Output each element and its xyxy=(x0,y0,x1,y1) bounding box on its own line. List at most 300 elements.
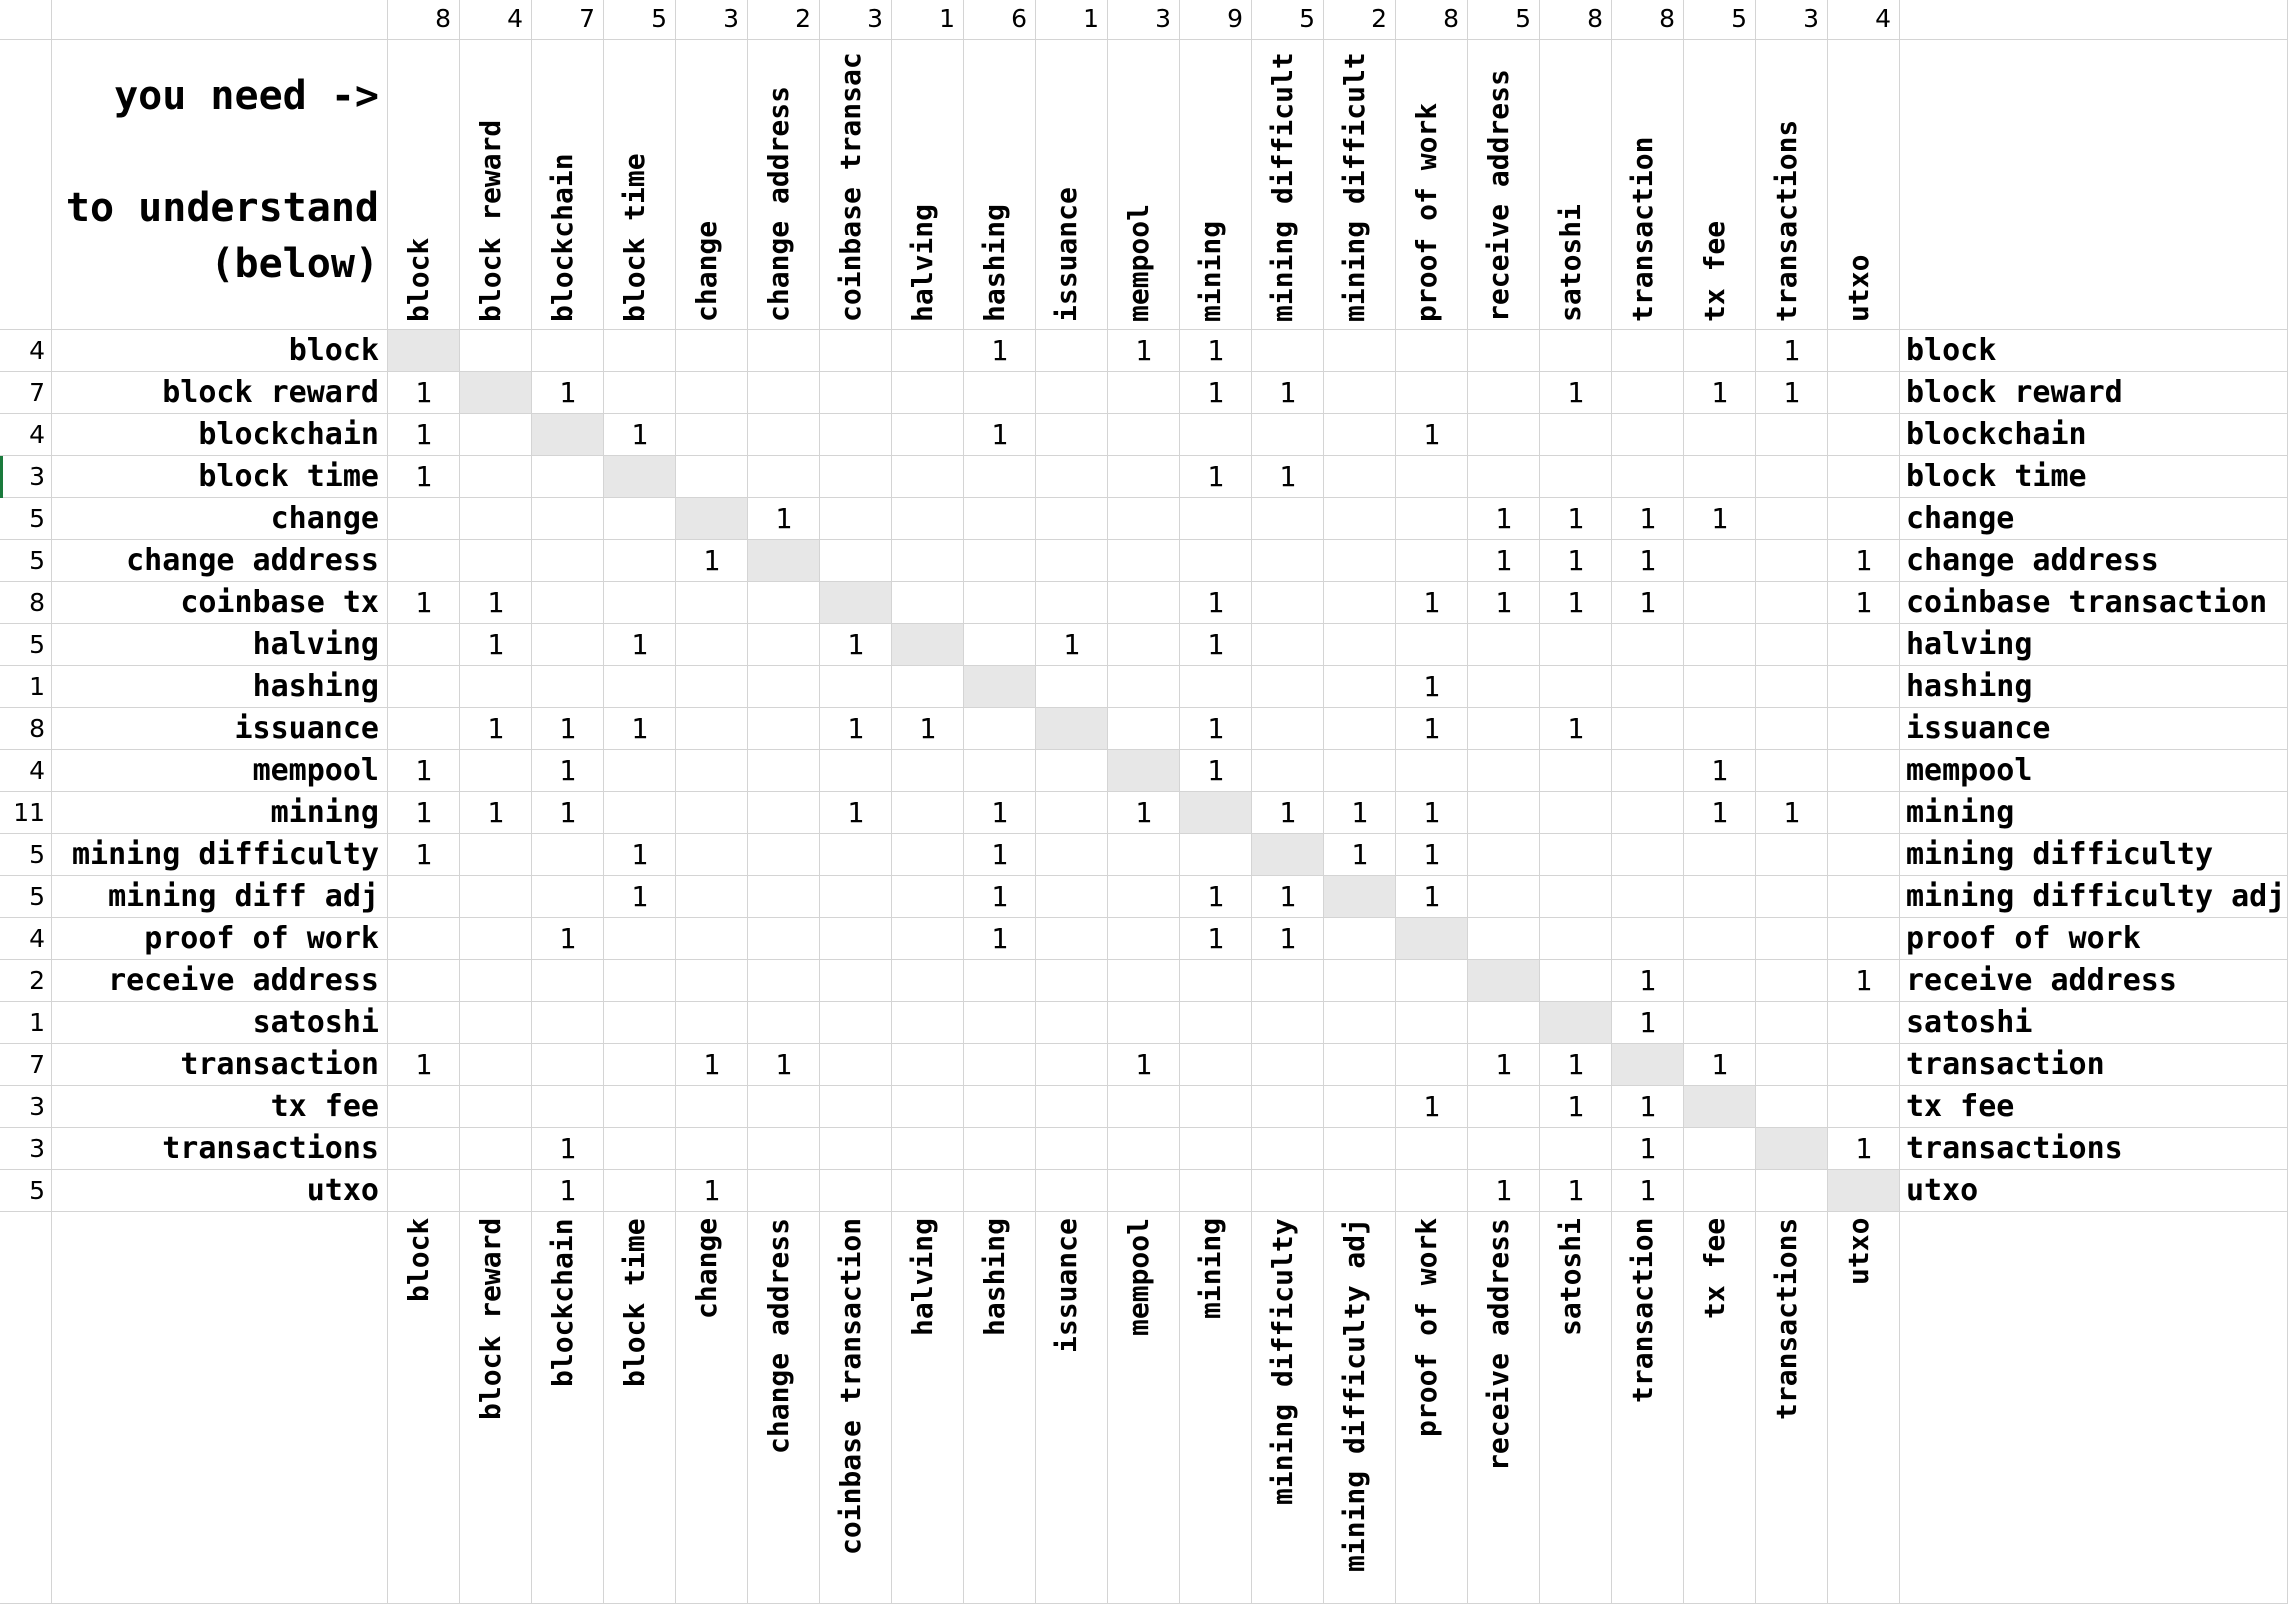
matrix-cell[interactable]: 1 xyxy=(1540,1170,1612,1212)
matrix-cell[interactable] xyxy=(964,372,1036,414)
matrix-cell[interactable] xyxy=(1540,918,1612,960)
diagonal-cell[interactable] xyxy=(892,624,964,666)
matrix-cell[interactable]: 1 xyxy=(1468,498,1540,540)
matrix-cell[interactable] xyxy=(532,330,604,372)
matrix-cell[interactable]: 1 xyxy=(1396,582,1468,624)
matrix-cell[interactable] xyxy=(1828,1002,1900,1044)
matrix-cell[interactable] xyxy=(1180,1002,1252,1044)
matrix-cell[interactable] xyxy=(1180,1044,1252,1086)
matrix-cell[interactable] xyxy=(748,876,820,918)
row-count[interactable]: 2 xyxy=(0,960,52,1002)
matrix-cell[interactable] xyxy=(1108,582,1180,624)
matrix-cell[interactable]: 1 xyxy=(1108,330,1180,372)
matrix-cell[interactable] xyxy=(532,666,604,708)
matrix-cell[interactable] xyxy=(820,918,892,960)
row-label[interactable]: change address xyxy=(52,540,388,582)
matrix-cell[interactable] xyxy=(1828,834,1900,876)
matrix-cell[interactable] xyxy=(964,540,1036,582)
matrix-cell[interactable] xyxy=(1180,498,1252,540)
row-label[interactable]: tx fee xyxy=(52,1086,388,1128)
matrix-cell[interactable] xyxy=(1324,750,1396,792)
matrix-cell[interactable] xyxy=(532,1044,604,1086)
matrix-cell[interactable]: 1 xyxy=(1036,624,1108,666)
column-header-bottom[interactable] xyxy=(388,1212,460,1604)
matrix-cell[interactable]: 1 xyxy=(388,414,460,456)
matrix-cell[interactable] xyxy=(1108,372,1180,414)
corner-cell[interactable] xyxy=(52,0,388,40)
matrix-cell[interactable] xyxy=(1540,876,1612,918)
matrix-cell[interactable]: 1 xyxy=(1396,792,1468,834)
column-header-bottom[interactable] xyxy=(604,1212,676,1604)
empty-cell[interactable] xyxy=(1900,40,2288,330)
matrix-cell[interactable] xyxy=(1252,1128,1324,1170)
matrix-cell[interactable] xyxy=(1108,1170,1180,1212)
matrix-cell[interactable] xyxy=(460,1128,532,1170)
matrix-cell[interactable] xyxy=(1756,918,1828,960)
diagonal-cell[interactable] xyxy=(1612,1044,1684,1086)
column-header-bottom[interactable] xyxy=(1828,1212,1900,1604)
matrix-cell[interactable]: 1 xyxy=(1540,540,1612,582)
matrix-cell[interactable] xyxy=(676,1128,748,1170)
matrix-cell[interactable] xyxy=(1180,414,1252,456)
matrix-cell[interactable] xyxy=(892,876,964,918)
row-count[interactable]: 4 xyxy=(0,750,52,792)
column-header-top[interactable] xyxy=(748,40,820,330)
column-count[interactable]: 8 xyxy=(1540,0,1612,40)
matrix-cell[interactable] xyxy=(1828,666,1900,708)
matrix-cell[interactable] xyxy=(820,540,892,582)
matrix-cell[interactable]: 1 xyxy=(388,750,460,792)
matrix-cell[interactable] xyxy=(820,834,892,876)
matrix-cell[interactable] xyxy=(1468,1086,1540,1128)
matrix-cell[interactable] xyxy=(388,540,460,582)
matrix-cell[interactable]: 1 xyxy=(1180,750,1252,792)
column-header-top[interactable] xyxy=(532,40,604,330)
matrix-cell[interactable]: 1 xyxy=(1468,1044,1540,1086)
matrix-cell[interactable] xyxy=(1252,582,1324,624)
empty-cell[interactable] xyxy=(1900,0,2288,40)
matrix-cell[interactable]: 1 xyxy=(748,498,820,540)
column-header-top[interactable] xyxy=(1396,40,1468,330)
matrix-cell[interactable] xyxy=(1036,414,1108,456)
matrix-cell[interactable] xyxy=(1612,624,1684,666)
matrix-cell[interactable]: 1 xyxy=(1828,540,1900,582)
matrix-cell[interactable]: 1 xyxy=(460,792,532,834)
matrix-cell[interactable]: 1 xyxy=(460,624,532,666)
matrix-cell[interactable] xyxy=(676,372,748,414)
matrix-cell[interactable]: 1 xyxy=(1180,456,1252,498)
matrix-cell[interactable] xyxy=(820,960,892,1002)
matrix-cell[interactable] xyxy=(1252,708,1324,750)
matrix-cell[interactable] xyxy=(964,1044,1036,1086)
row-count[interactable]: 5 xyxy=(0,498,52,540)
matrix-cell[interactable] xyxy=(820,750,892,792)
matrix-cell[interactable] xyxy=(1180,540,1252,582)
matrix-cell[interactable] xyxy=(892,372,964,414)
matrix-cell[interactable]: 1 xyxy=(892,708,964,750)
matrix-cell[interactable] xyxy=(1036,918,1108,960)
row-count[interactable]: 8 xyxy=(0,708,52,750)
matrix-cell[interactable] xyxy=(388,708,460,750)
column-count[interactable]: 3 xyxy=(676,0,748,40)
matrix-cell[interactable]: 1 xyxy=(1396,834,1468,876)
matrix-cell[interactable] xyxy=(1828,372,1900,414)
matrix-cell[interactable] xyxy=(604,960,676,1002)
matrix-cell[interactable] xyxy=(892,1128,964,1170)
row-count[interactable]: 7 xyxy=(0,1044,52,1086)
matrix-cell[interactable]: 1 xyxy=(532,372,604,414)
row-label-right[interactable]: block xyxy=(1900,330,2288,372)
matrix-cell[interactable] xyxy=(1684,1002,1756,1044)
column-header-bottom[interactable] xyxy=(1036,1212,1108,1604)
matrix-cell[interactable] xyxy=(1468,750,1540,792)
matrix-cell[interactable]: 1 xyxy=(820,792,892,834)
matrix-cell[interactable]: 1 xyxy=(1180,876,1252,918)
matrix-cell[interactable]: 1 xyxy=(748,1044,820,1086)
row-label-right[interactable]: receive address xyxy=(1900,960,2288,1002)
matrix-cell[interactable] xyxy=(460,1086,532,1128)
column-header-top[interactable] xyxy=(460,40,532,330)
matrix-cell[interactable] xyxy=(748,1128,820,1170)
column-header-top[interactable] xyxy=(1324,40,1396,330)
diagonal-cell[interactable] xyxy=(1828,1170,1900,1212)
diagonal-cell[interactable] xyxy=(676,498,748,540)
diagonal-cell[interactable] xyxy=(964,666,1036,708)
matrix-cell[interactable]: 1 xyxy=(1252,918,1324,960)
matrix-cell[interactable]: 1 xyxy=(1684,1044,1756,1086)
matrix-cell[interactable] xyxy=(1828,708,1900,750)
matrix-cell[interactable] xyxy=(676,792,748,834)
matrix-cell[interactable] xyxy=(1684,624,1756,666)
column-header-bottom[interactable] xyxy=(460,1212,532,1604)
matrix-cell[interactable] xyxy=(1324,1002,1396,1044)
matrix-cell[interactable] xyxy=(1684,1128,1756,1170)
corner-cell[interactable] xyxy=(0,40,52,330)
diagonal-cell[interactable] xyxy=(1756,1128,1828,1170)
matrix-cell[interactable] xyxy=(748,918,820,960)
matrix-cell[interactable]: 1 xyxy=(964,876,1036,918)
column-count[interactable]: 9 xyxy=(1180,0,1252,40)
row-label-right[interactable]: utxo xyxy=(1900,1170,2288,1212)
matrix-cell[interactable] xyxy=(1684,918,1756,960)
matrix-cell[interactable]: 1 xyxy=(676,1170,748,1212)
matrix-cell[interactable] xyxy=(1468,1128,1540,1170)
row-label-right[interactable]: blockchain xyxy=(1900,414,2288,456)
matrix-cell[interactable]: 1 xyxy=(388,792,460,834)
matrix-cell[interactable] xyxy=(1756,498,1828,540)
matrix-cell[interactable] xyxy=(1684,834,1756,876)
matrix-cell[interactable]: 1 xyxy=(1612,498,1684,540)
matrix-cell[interactable] xyxy=(820,1086,892,1128)
row-label[interactable]: blockchain xyxy=(52,414,388,456)
column-header-top[interactable] xyxy=(1684,40,1756,330)
matrix-cell[interactable] xyxy=(964,708,1036,750)
matrix-cell[interactable] xyxy=(892,1086,964,1128)
matrix-cell[interactable] xyxy=(1540,750,1612,792)
matrix-cell[interactable]: 1 xyxy=(1180,582,1252,624)
row-label-right[interactable]: hashing xyxy=(1900,666,2288,708)
matrix-cell[interactable] xyxy=(1828,456,1900,498)
column-header-top[interactable] xyxy=(964,40,1036,330)
matrix-cell[interactable]: 1 xyxy=(604,624,676,666)
column-header-bottom[interactable] xyxy=(532,1212,604,1604)
matrix-cell[interactable] xyxy=(820,330,892,372)
column-header-top[interactable] xyxy=(1468,40,1540,330)
matrix-cell[interactable] xyxy=(676,330,748,372)
matrix-cell[interactable]: 1 xyxy=(1540,372,1612,414)
column-header-bottom[interactable] xyxy=(1612,1212,1684,1604)
matrix-cell[interactable]: 1 xyxy=(1468,1170,1540,1212)
matrix-cell[interactable]: 1 xyxy=(532,918,604,960)
matrix-cell[interactable] xyxy=(532,876,604,918)
matrix-cell[interactable]: 1 xyxy=(604,708,676,750)
matrix-cell[interactable]: 1 xyxy=(532,792,604,834)
matrix-cell[interactable] xyxy=(1684,414,1756,456)
column-count[interactable]: 3 xyxy=(1108,0,1180,40)
matrix-cell[interactable] xyxy=(1324,330,1396,372)
matrix-cell[interactable]: 1 xyxy=(1612,1128,1684,1170)
matrix-cell[interactable] xyxy=(460,1002,532,1044)
row-count[interactable]: 4 xyxy=(0,330,52,372)
row-label[interactable]: coinbase tx xyxy=(52,582,388,624)
matrix-cell[interactable] xyxy=(1108,666,1180,708)
column-count[interactable]: 7 xyxy=(532,0,604,40)
matrix-cell[interactable] xyxy=(532,1002,604,1044)
matrix-cell[interactable] xyxy=(748,1002,820,1044)
diagonal-cell[interactable] xyxy=(460,372,532,414)
matrix-cell[interactable] xyxy=(676,708,748,750)
diagonal-cell[interactable] xyxy=(1252,834,1324,876)
matrix-cell[interactable] xyxy=(1324,1044,1396,1086)
empty-cell[interactable] xyxy=(52,1212,388,1604)
matrix-cell[interactable] xyxy=(748,708,820,750)
matrix-cell[interactable] xyxy=(1252,624,1324,666)
matrix-cell[interactable] xyxy=(748,834,820,876)
matrix-cell[interactable] xyxy=(748,750,820,792)
matrix-cell[interactable] xyxy=(748,960,820,1002)
matrix-cell[interactable] xyxy=(892,834,964,876)
matrix-cell[interactable] xyxy=(964,1170,1036,1212)
matrix-cell[interactable] xyxy=(460,498,532,540)
matrix-cell[interactable] xyxy=(1468,330,1540,372)
matrix-cell[interactable]: 1 xyxy=(1468,540,1540,582)
matrix-cell[interactable] xyxy=(460,918,532,960)
row-count[interactable]: 5 xyxy=(0,876,52,918)
matrix-cell[interactable] xyxy=(1252,1044,1324,1086)
matrix-cell[interactable] xyxy=(1468,876,1540,918)
matrix-cell[interactable]: 1 xyxy=(1828,960,1900,1002)
matrix-cell[interactable] xyxy=(1396,750,1468,792)
matrix-cell[interactable] xyxy=(1684,876,1756,918)
matrix-cell[interactable]: 1 xyxy=(1540,1044,1612,1086)
column-header-top[interactable] xyxy=(1756,40,1828,330)
matrix-cell[interactable] xyxy=(1252,414,1324,456)
row-label-right[interactable]: halving xyxy=(1900,624,2288,666)
matrix-cell[interactable] xyxy=(1108,624,1180,666)
matrix-cell[interactable] xyxy=(604,330,676,372)
matrix-cell[interactable] xyxy=(1396,1128,1468,1170)
matrix-cell[interactable] xyxy=(1828,1044,1900,1086)
matrix-cell[interactable] xyxy=(388,498,460,540)
matrix-cell[interactable] xyxy=(388,1086,460,1128)
column-count[interactable]: 4 xyxy=(460,0,532,40)
matrix-cell[interactable] xyxy=(748,792,820,834)
row-label-right[interactable]: tx fee xyxy=(1900,1086,2288,1128)
column-header-bottom[interactable] xyxy=(1540,1212,1612,1604)
matrix-cell[interactable] xyxy=(892,792,964,834)
matrix-cell[interactable] xyxy=(1324,498,1396,540)
column-header-bottom[interactable] xyxy=(1108,1212,1180,1604)
matrix-cell[interactable] xyxy=(604,1044,676,1086)
matrix-cell[interactable] xyxy=(1108,708,1180,750)
matrix-cell[interactable] xyxy=(748,414,820,456)
matrix-cell[interactable] xyxy=(532,582,604,624)
matrix-cell[interactable] xyxy=(1396,330,1468,372)
matrix-cell[interactable] xyxy=(1828,1086,1900,1128)
row-label[interactable]: receive address xyxy=(52,960,388,1002)
column-header-top[interactable] xyxy=(892,40,964,330)
matrix-cell[interactable] xyxy=(388,876,460,918)
matrix-cell[interactable] xyxy=(1324,708,1396,750)
matrix-cell[interactable] xyxy=(604,666,676,708)
matrix-cell[interactable]: 1 xyxy=(1756,372,1828,414)
matrix-cell[interactable] xyxy=(1612,666,1684,708)
matrix-cell[interactable]: 1 xyxy=(388,372,460,414)
matrix-cell[interactable] xyxy=(1540,834,1612,876)
column-count[interactable]: 4 xyxy=(1828,0,1900,40)
matrix-cell[interactable]: 1 xyxy=(1828,582,1900,624)
matrix-cell[interactable] xyxy=(1180,1128,1252,1170)
row-count[interactable]: 3 xyxy=(0,456,52,498)
matrix-cell[interactable]: 1 xyxy=(532,750,604,792)
diagonal-cell[interactable] xyxy=(1324,876,1396,918)
matrix-cell[interactable]: 1 xyxy=(1396,666,1468,708)
matrix-cell[interactable]: 1 xyxy=(964,330,1036,372)
matrix-cell[interactable] xyxy=(1324,960,1396,1002)
matrix-cell[interactable] xyxy=(748,372,820,414)
matrix-cell[interactable] xyxy=(1756,1002,1828,1044)
matrix-cell[interactable] xyxy=(1684,666,1756,708)
matrix-cell[interactable] xyxy=(1396,540,1468,582)
matrix-cell[interactable] xyxy=(676,876,748,918)
matrix-cell[interactable] xyxy=(1828,750,1900,792)
column-header-bottom[interactable] xyxy=(820,1212,892,1604)
matrix-cell[interactable] xyxy=(1612,834,1684,876)
matrix-cell[interactable] xyxy=(604,1086,676,1128)
matrix-cell[interactable] xyxy=(892,918,964,960)
matrix-cell[interactable] xyxy=(1252,1086,1324,1128)
diagonal-cell[interactable] xyxy=(1684,1086,1756,1128)
matrix-cell[interactable] xyxy=(1036,1170,1108,1212)
matrix-cell[interactable] xyxy=(892,456,964,498)
matrix-cell[interactable] xyxy=(1612,708,1684,750)
matrix-cell[interactable]: 1 xyxy=(604,414,676,456)
matrix-cell[interactable] xyxy=(460,960,532,1002)
matrix-cell[interactable] xyxy=(748,624,820,666)
row-label[interactable]: transactions xyxy=(52,1128,388,1170)
matrix-cell[interactable]: 1 xyxy=(1828,1128,1900,1170)
matrix-cell[interactable]: 1 xyxy=(1252,456,1324,498)
matrix-cell[interactable] xyxy=(1324,456,1396,498)
column-count[interactable]: 5 xyxy=(1468,0,1540,40)
matrix-cell[interactable]: 1 xyxy=(1252,792,1324,834)
matrix-cell[interactable] xyxy=(820,1128,892,1170)
matrix-cell[interactable] xyxy=(1684,708,1756,750)
matrix-cell[interactable] xyxy=(1036,792,1108,834)
matrix-cell[interactable] xyxy=(820,372,892,414)
matrix-cell[interactable] xyxy=(532,1086,604,1128)
matrix-cell[interactable] xyxy=(1252,960,1324,1002)
matrix-cell[interactable] xyxy=(1036,750,1108,792)
column-count[interactable]: 3 xyxy=(820,0,892,40)
corner-cell[interactable] xyxy=(0,0,52,40)
matrix-cell[interactable] xyxy=(748,582,820,624)
column-header-bottom[interactable] xyxy=(1756,1212,1828,1604)
row-label[interactable]: change xyxy=(52,498,388,540)
matrix-cell[interactable] xyxy=(1756,1086,1828,1128)
matrix-cell[interactable] xyxy=(1468,414,1540,456)
matrix-cell[interactable] xyxy=(1612,372,1684,414)
row-label[interactable]: block time xyxy=(52,456,388,498)
matrix-cell[interactable]: 1 xyxy=(964,918,1036,960)
matrix-cell[interactable] xyxy=(1756,834,1828,876)
column-header-bottom[interactable] xyxy=(1180,1212,1252,1604)
matrix-cell[interactable]: 1 xyxy=(1612,1086,1684,1128)
matrix-cell[interactable]: 1 xyxy=(676,1044,748,1086)
matrix-cell[interactable] xyxy=(1324,666,1396,708)
row-label[interactable]: utxo xyxy=(52,1170,388,1212)
matrix-cell[interactable] xyxy=(964,960,1036,1002)
matrix-cell[interactable] xyxy=(1396,960,1468,1002)
matrix-cell[interactable] xyxy=(1108,1002,1180,1044)
diagonal-cell[interactable] xyxy=(1108,750,1180,792)
matrix-cell[interactable]: 1 xyxy=(1252,372,1324,414)
matrix-cell[interactable] xyxy=(676,1086,748,1128)
matrix-cell[interactable] xyxy=(892,666,964,708)
matrix-cell[interactable] xyxy=(1540,456,1612,498)
matrix-cell[interactable]: 1 xyxy=(1468,582,1540,624)
matrix-cell[interactable] xyxy=(748,330,820,372)
matrix-cell[interactable] xyxy=(676,750,748,792)
column-header-top[interactable] xyxy=(1612,40,1684,330)
matrix-cell[interactable] xyxy=(1684,960,1756,1002)
matrix-cell[interactable] xyxy=(1612,750,1684,792)
matrix-cell[interactable]: 1 xyxy=(1612,582,1684,624)
matrix-cell[interactable] xyxy=(1540,330,1612,372)
matrix-cell[interactable] xyxy=(892,960,964,1002)
row-label-right[interactable]: block reward xyxy=(1900,372,2288,414)
matrix-cell[interactable] xyxy=(460,876,532,918)
empty-cell[interactable] xyxy=(1900,1212,2288,1604)
row-count[interactable]: 8 xyxy=(0,582,52,624)
row-label[interactable]: block reward xyxy=(52,372,388,414)
column-count[interactable]: 5 xyxy=(604,0,676,40)
matrix-cell[interactable] xyxy=(1180,666,1252,708)
matrix-cell[interactable] xyxy=(820,456,892,498)
matrix-cell[interactable] xyxy=(964,498,1036,540)
matrix-cell[interactable]: 1 xyxy=(1612,540,1684,582)
empty-cell[interactable] xyxy=(0,1212,52,1604)
matrix-cell[interactable] xyxy=(1324,582,1396,624)
column-header-top[interactable] xyxy=(1828,40,1900,330)
matrix-cell[interactable] xyxy=(1828,414,1900,456)
column-count[interactable]: 6 xyxy=(964,0,1036,40)
matrix-cell[interactable] xyxy=(892,582,964,624)
row-label-right[interactable]: issuance xyxy=(1900,708,2288,750)
matrix-cell[interactable] xyxy=(1540,414,1612,456)
matrix-cell[interactable] xyxy=(1396,372,1468,414)
matrix-cell[interactable] xyxy=(748,666,820,708)
